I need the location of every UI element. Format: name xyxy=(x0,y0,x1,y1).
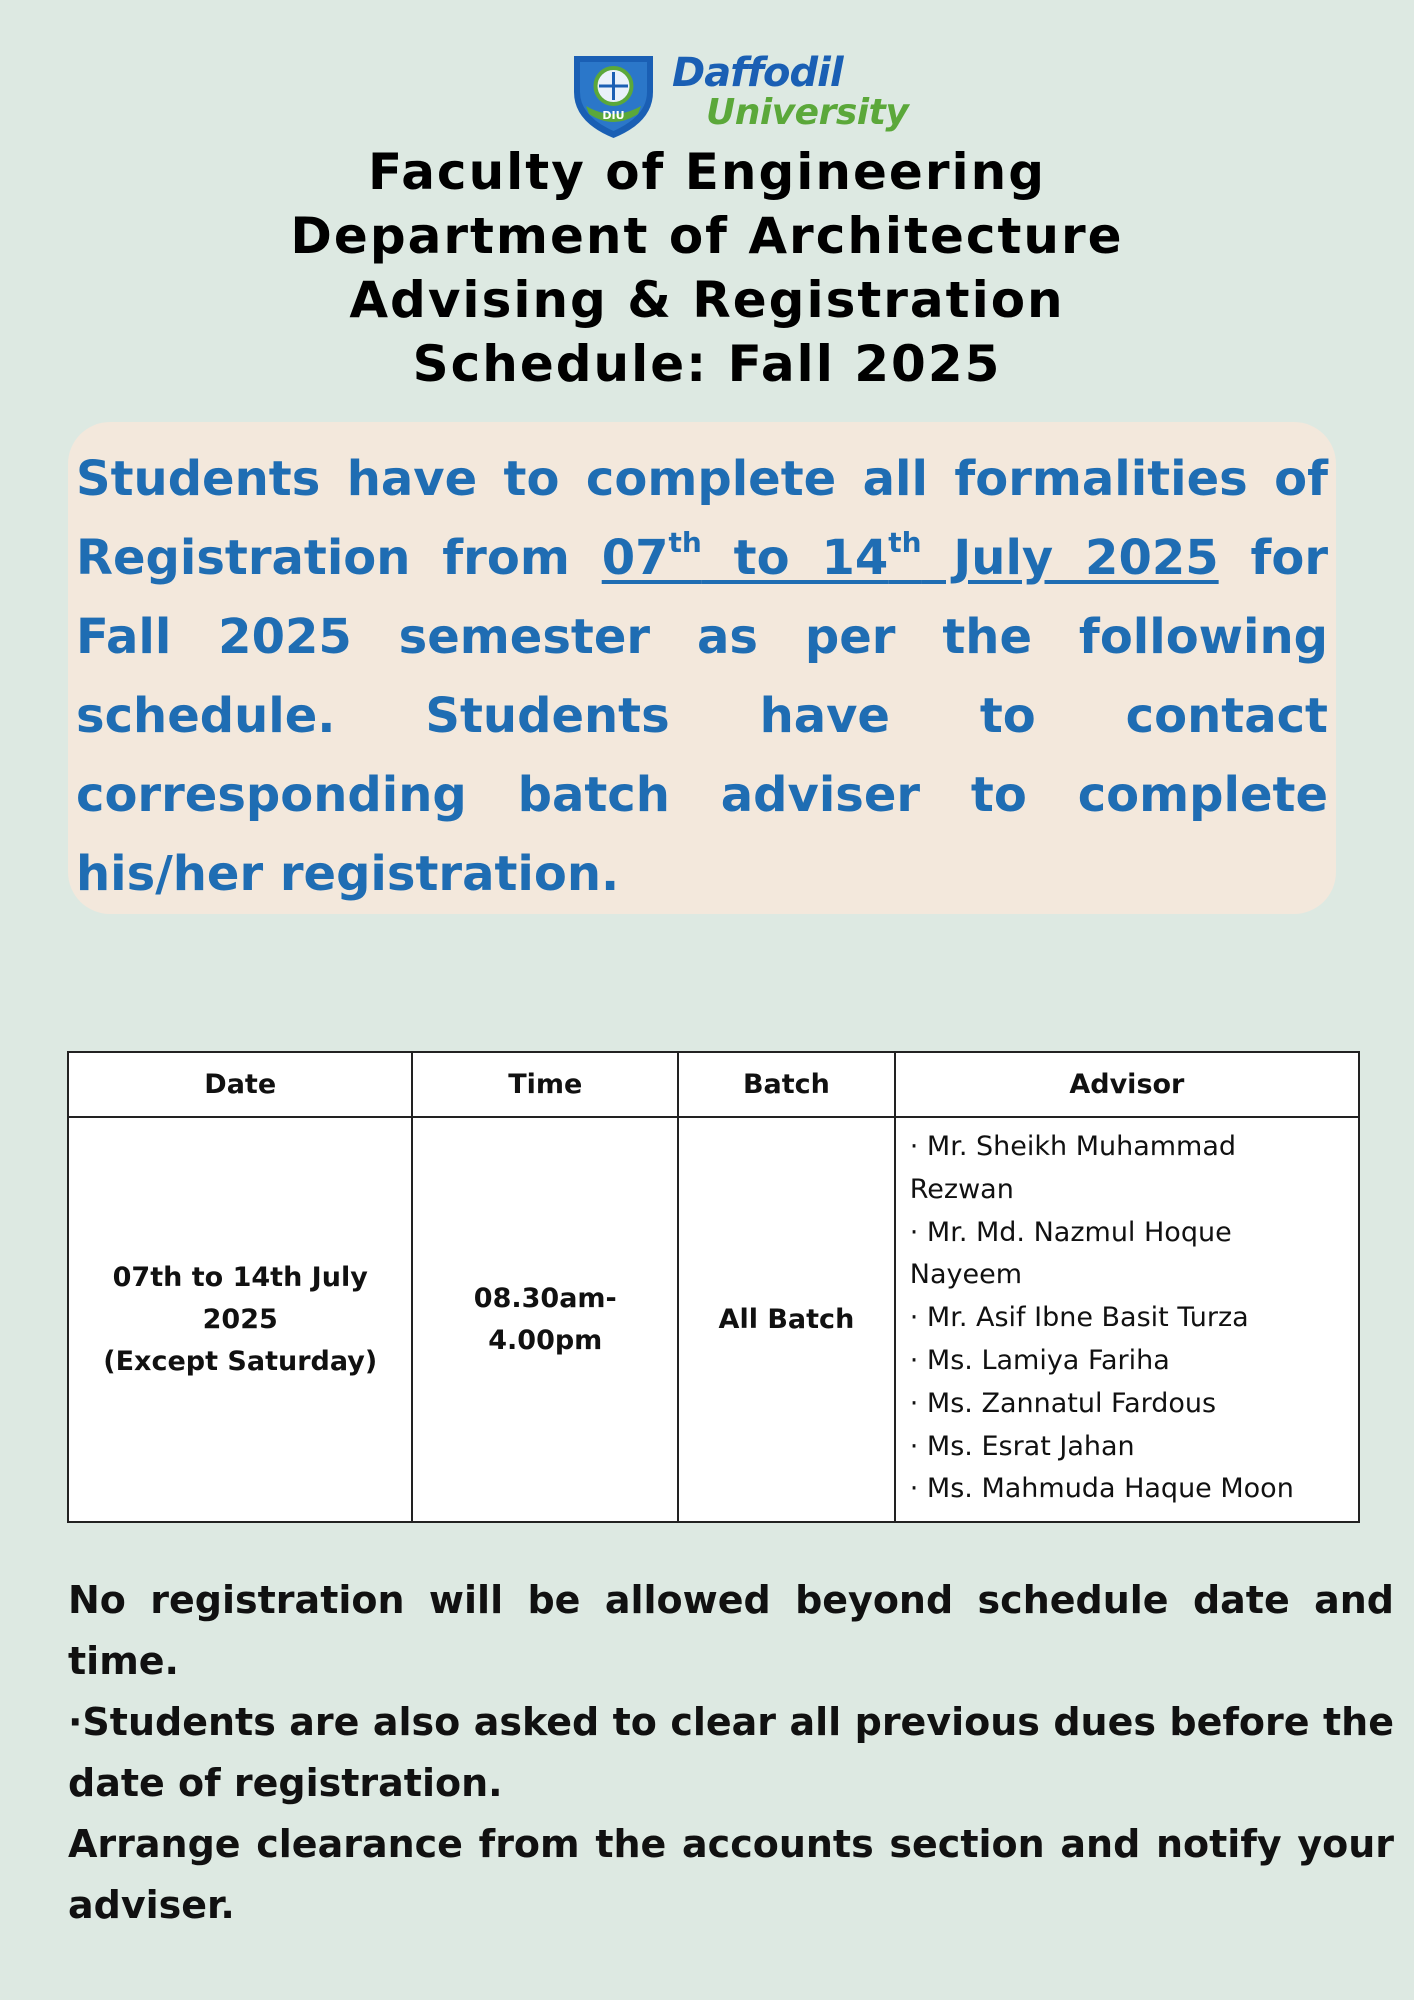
notice-text-before: Students have to complete all formalities of Registration from xyxy=(76,451,1328,586)
note-clear-dues: ·Students are also asked to clear all previous dues before the date of registration. xyxy=(68,1700,1394,1805)
logo-brand-university: University xyxy=(706,92,909,133)
registration-notice-text xyxy=(76,440,1328,914)
table-row xyxy=(68,1117,1359,1522)
title-advising: Advising & Registration xyxy=(349,271,1065,329)
note-arrange-clearance: Arrange clearance from the accounts section and notify your adviser. xyxy=(68,1822,1394,1927)
cell-batch: All Batch xyxy=(678,1117,895,1522)
date-year-text: 2025 xyxy=(202,1303,278,1335)
date-exception-text: (Except Saturday) xyxy=(103,1345,378,1377)
date-range-text: 07th to 14th July xyxy=(112,1261,368,1293)
advisor-item: · Mr. Sheikh Muhammad Rezwan xyxy=(909,1131,1237,1205)
time-end-text: 4.00pm xyxy=(488,1324,603,1356)
title-faculty: Faculty of Engineering xyxy=(367,143,1047,201)
header-batch: Batch xyxy=(678,1052,895,1117)
advisor-item: · Ms. Zannatul Fardous xyxy=(909,1387,1217,1419)
cell-date xyxy=(68,1117,412,1522)
date-start: 07 xyxy=(601,530,669,586)
registration-notes xyxy=(68,1570,1394,1936)
date-start-suffix: th xyxy=(668,526,702,559)
advisor-item: · Mr. Md. Nazmul Hoque Nayeem xyxy=(909,1216,1232,1291)
registration-date-range xyxy=(601,526,1219,586)
header-time: Time xyxy=(412,1052,678,1117)
title-schedule: Schedule: Fall 2025 xyxy=(412,335,1002,393)
registration-notice-box xyxy=(68,422,1336,914)
date-end-day: to 14 xyxy=(701,530,889,586)
logo-brand-daffodil: Daffodil xyxy=(672,50,843,96)
date-end-suffix: th xyxy=(888,526,922,559)
cell-time xyxy=(412,1117,678,1522)
title-department: Department of Architecture xyxy=(290,207,1124,265)
time-start-text: 08.30am- xyxy=(473,1282,617,1314)
advisor-item: · Ms. Mahmuda Haque Moon xyxy=(909,1473,1294,1505)
table-header-row xyxy=(68,1052,1359,1117)
diu-shield-icon xyxy=(566,50,661,140)
date-month-year: July 2025 xyxy=(921,530,1219,586)
advisor-item: · Mr. Asif Ibne Basit Turza xyxy=(909,1302,1249,1334)
shield-text: DIU xyxy=(602,109,625,122)
notice-text-after: for Fall 2025 semester as per the following schedule. Students have to contact corresponding batch adviser to complete his/her registration. xyxy=(76,530,1329,902)
note-no-late-registration: No registration will be allowed beyond schedule date and time. xyxy=(68,1578,1394,1683)
university-logo xyxy=(566,50,946,140)
cell-advisors xyxy=(895,1117,1359,1522)
advisor-item: · Ms. Esrat Jahan xyxy=(909,1430,1135,1462)
schedule-table xyxy=(67,1051,1360,1523)
advisor-item: · Ms. Lamiya Fariha xyxy=(909,1344,1170,1376)
header-advisor: Advisor xyxy=(895,1052,1359,1117)
page-title xyxy=(0,140,1414,396)
header-date: Date xyxy=(68,1052,412,1117)
